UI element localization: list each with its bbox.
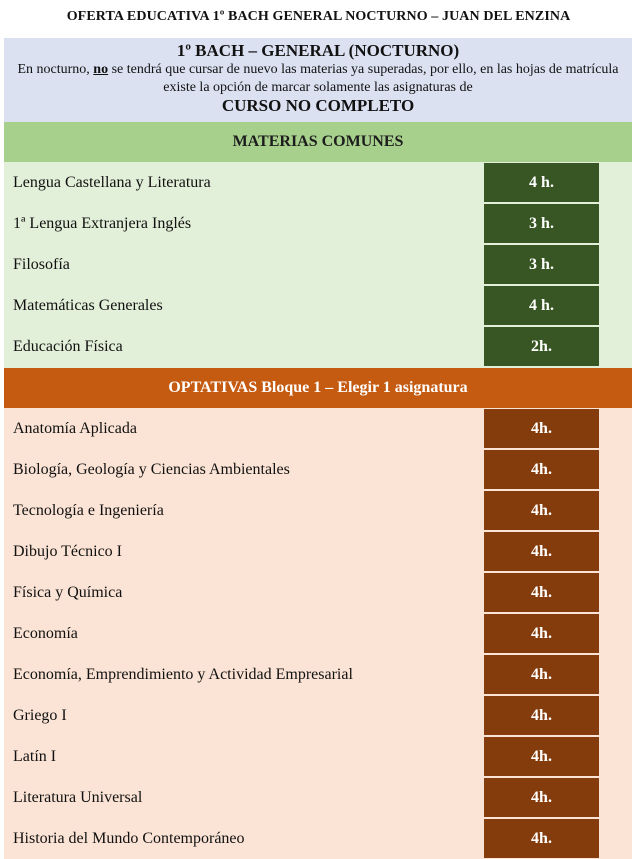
subject-row xyxy=(4,613,632,654)
subject-row xyxy=(4,531,632,572)
subject-row xyxy=(4,490,632,531)
subject-name: Biología, Geología y Ciencias Ambientales xyxy=(13,460,290,478)
subject-hours: 4h. xyxy=(484,737,599,776)
description-text-2: se tendrá que cursar de nuevo las materias ya superadas, por ello, en las hojas de matrícula existe la opción de marcar solamente las asignaturas de xyxy=(108,62,619,95)
subject-name: 1ª Lengua Extranjera Inglés xyxy=(13,214,192,232)
subject-row xyxy=(4,244,632,285)
subject-hours: 3 h. xyxy=(484,245,599,284)
subject-name: Física y Química xyxy=(13,583,123,601)
subject-row xyxy=(4,408,632,449)
comunes-section-heading: MATERIAS COMUNES xyxy=(4,122,632,162)
subject-hours: 4h. xyxy=(484,819,599,858)
course-header xyxy=(4,38,632,122)
subject-name: Literatura Universal xyxy=(13,788,143,806)
subject-row xyxy=(4,326,632,367)
subject-row xyxy=(4,654,632,695)
comunes-list xyxy=(4,162,632,368)
subject-name: Economía, Emprendimiento y Actividad Empresarial xyxy=(13,665,353,683)
subject-name: Educación Física xyxy=(13,337,123,355)
optativas-list xyxy=(4,408,632,859)
optativas-section-heading: OPTATIVAS Bloque 1 – Elegir 1 asignatura xyxy=(4,368,632,408)
subject-name: Historia del Mundo Contemporáneo xyxy=(13,829,245,847)
subject-row xyxy=(4,777,632,818)
subject-hours: 4h. xyxy=(484,778,599,817)
subject-hours: 2h. xyxy=(484,327,599,366)
subject-row xyxy=(4,695,632,736)
subject-row xyxy=(4,818,632,859)
subject-name: Griego I xyxy=(13,706,67,724)
subject-row xyxy=(4,285,632,326)
subject-name: Anatomía Aplicada xyxy=(13,419,137,437)
course-description xyxy=(4,61,632,97)
course-heading: 1º BACH – GENERAL (NOCTURNO) xyxy=(176,41,460,60)
subject-row xyxy=(4,449,632,490)
subject-hours: 4h. xyxy=(484,696,599,735)
subject-name: Matemáticas Generales xyxy=(13,296,163,314)
subject-row xyxy=(4,162,632,203)
subject-hours: 4h. xyxy=(484,409,599,448)
subject-name: Lengua Castellana y Literatura xyxy=(13,173,211,191)
subject-hours: 4h. xyxy=(484,573,599,612)
subject-name: Tecnología e Ingeniería xyxy=(13,501,164,519)
subject-row xyxy=(4,203,632,244)
description-text-1: En nocturno, xyxy=(17,62,94,77)
subject-row xyxy=(4,572,632,613)
subject-hours: 4 h. xyxy=(484,286,599,325)
subject-hours: 4h. xyxy=(484,450,599,489)
subject-hours: 4h. xyxy=(484,655,599,694)
subject-name: Economía xyxy=(13,624,78,642)
subject-row xyxy=(4,736,632,777)
subject-hours: 4h. xyxy=(484,614,599,653)
subject-name: Dibujo Técnico I xyxy=(13,542,123,560)
subject-hours: 4h. xyxy=(484,491,599,530)
description-emphasis: no xyxy=(93,62,109,77)
course-subheading: CURSO NO COMPLETO xyxy=(221,96,415,115)
subject-name: Filosofía xyxy=(13,255,70,273)
subject-name: Latín I xyxy=(13,747,57,765)
subject-hours: 4h. xyxy=(484,532,599,571)
subject-hours: 3 h. xyxy=(484,204,599,243)
page-title: OFERTA EDUCATIVA 1º BACH GENERAL NOCTURNO – JUAN DEL ENZINA xyxy=(66,9,571,24)
subject-hours: 4 h. xyxy=(484,163,599,202)
